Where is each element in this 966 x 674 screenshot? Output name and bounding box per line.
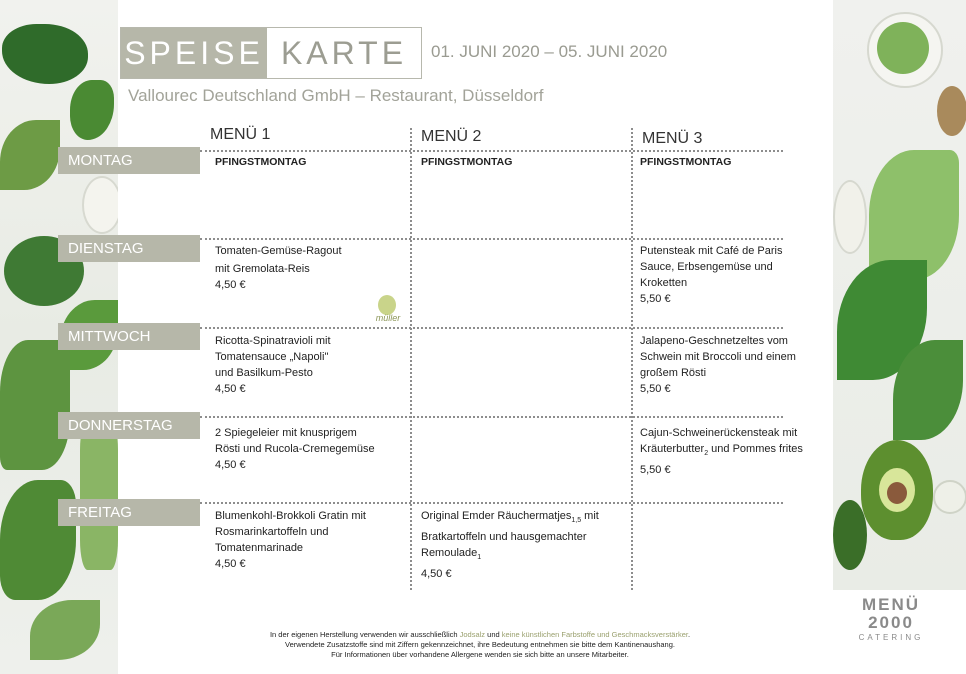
additive-index: 1 xyxy=(477,554,482,562)
cell-dienstag-menu1 xyxy=(215,243,407,293)
footer-text: . xyxy=(687,630,691,639)
dish-text: und Pommes frites xyxy=(708,443,803,455)
watermark-text: müller xyxy=(375,313,401,323)
peas-shape xyxy=(0,480,76,600)
dish-line: Cajun-Schweinerückensteak mit xyxy=(640,427,798,439)
dish-line: Tomatenmarinade xyxy=(215,542,304,554)
restaurant-subtitle: Vallourec Deutschland GmbH – Restaurant, Düsseldorf xyxy=(128,86,544,105)
dish-price: 4,50 € xyxy=(215,558,246,570)
dish-line: Schwein mit Broccoli und einem xyxy=(640,351,796,363)
logo-text: MENÜ xyxy=(861,595,921,614)
dish-line: Tomatensauce „Napoli" xyxy=(215,351,329,363)
menu2000-logo xyxy=(836,596,946,644)
row-divider xyxy=(200,150,783,152)
dish-line xyxy=(421,508,613,529)
dish-price: 4,50 € xyxy=(215,383,246,395)
avocado-seed-shape xyxy=(887,482,907,504)
cell-donnerstag-menu1 xyxy=(215,425,407,473)
dish-line xyxy=(421,545,613,566)
vegetable-decoration-right xyxy=(833,0,966,590)
column-divider xyxy=(631,128,633,590)
peas-shape xyxy=(877,22,929,74)
dish-line: mit Gremolata-Reis xyxy=(215,263,310,275)
pepper-shape xyxy=(2,24,88,84)
cell-donnerstag-menu3 xyxy=(640,425,832,478)
dish-line: Tomaten-Gemüse-Ragout xyxy=(215,245,342,257)
title-speise: SPEISE xyxy=(121,28,267,78)
herb-leaf-shape xyxy=(30,600,100,660)
logo-text: CATERING xyxy=(858,633,924,642)
dish-line: Ricotta-Spinatravioli mit xyxy=(215,335,331,347)
potato-shape xyxy=(937,86,966,136)
footer-line-1 xyxy=(140,630,820,640)
footer-text: In der eigenen Herstellung verwenden wir ausschließlich xyxy=(269,630,460,639)
dish-price: 5,50 € xyxy=(640,293,671,305)
dish-line: Sauce, Erbsengemüse und xyxy=(640,261,773,273)
dish-line: Kroketten xyxy=(640,277,688,289)
row-divider xyxy=(200,327,783,329)
menu-1-header: MENÜ 1 xyxy=(210,126,271,143)
bowl-shape xyxy=(933,480,966,514)
cell-montag-menu1: PFINGSTMONTAG xyxy=(215,156,307,168)
cell-freitag-menu2 xyxy=(421,508,613,582)
dish-text: mit xyxy=(581,510,599,522)
cell-mittwoch-menu1 xyxy=(215,333,407,397)
additive-index: 2 xyxy=(704,450,709,458)
day-donnerstag: DONNERSTAG xyxy=(58,412,200,439)
dish-line: 2 Spiegeleier mit knusprigem xyxy=(215,427,357,439)
dish-line: großem Rösti xyxy=(640,367,707,379)
pepper-shape xyxy=(70,80,114,140)
watermark-icon xyxy=(378,295,396,315)
bowl-shape xyxy=(82,176,118,234)
dish-text: Remoulade xyxy=(421,547,478,560)
dish-line: Bratkartoffeln und hausgemachter xyxy=(421,531,587,544)
menu-3-header: MENÜ 3 xyxy=(642,130,703,147)
dish-price: 5,50 € xyxy=(640,464,671,477)
row-divider xyxy=(200,502,783,504)
avocado-shape xyxy=(833,500,867,570)
cell-freitag-menu1 xyxy=(215,508,407,572)
day-dienstag: DIENSTAG xyxy=(58,235,200,262)
bowl-shape xyxy=(833,180,867,254)
footer-line-3: Für Informationen über vorhandene Allergene wenden sie sich bitte an unsere Mitarbeiter. xyxy=(331,650,629,659)
footer-text: und xyxy=(485,630,502,639)
dish-line: Putensteak mit Café de Paris xyxy=(640,245,783,257)
footer-highlight: keine künstlichen Farbstoffe und Geschmacksverstärker xyxy=(501,630,688,639)
day-mittwoch: MITTWOCH xyxy=(58,323,200,350)
row-divider xyxy=(200,238,783,240)
column-divider xyxy=(410,128,412,590)
footer-line-2: Verwendete Zusatzstoffe sind mit Ziffern gekennzeichnet, ihre Bedeutung entnehmen sie bitte dem Kantinenaushang. xyxy=(285,640,675,649)
dish-line: Rosmarinkartoffeln und xyxy=(215,526,329,538)
footer-highlight: Jodsalz xyxy=(459,630,486,639)
footer-notes xyxy=(140,630,820,660)
dish-line: Blumenkohl-Brokkoli Gratin mit xyxy=(215,510,366,522)
dish-price: 4,50 € xyxy=(215,279,246,291)
herb-leaf-shape xyxy=(0,120,60,190)
dish-text: Original Emder Räuchermatjes xyxy=(421,510,572,522)
day-montag: MONTAG xyxy=(58,147,200,174)
cell-mittwoch-menu3 xyxy=(640,333,832,397)
title-box xyxy=(120,27,422,79)
beans-shape xyxy=(0,340,70,470)
day-freitag: FREITAG xyxy=(58,499,200,526)
dish-line: Jalapeno-Geschnetzeltes vom xyxy=(640,335,788,347)
menu-2-header: MENÜ 2 xyxy=(421,128,482,145)
watermark-logo xyxy=(368,295,404,325)
dish-line: Rösti und Rucola-Cremegemüse xyxy=(215,443,375,455)
additive-index: 1,5 xyxy=(571,517,582,525)
row-divider xyxy=(200,416,783,418)
title-karte: KARTE xyxy=(280,35,408,71)
dish-line xyxy=(640,441,832,462)
dish-text: Kräuterbutter xyxy=(640,443,705,455)
dish-price: 5,50 € xyxy=(640,383,671,395)
dish-price: 4,50 € xyxy=(421,568,452,581)
cell-montag-menu3: PFINGSTMONTAG xyxy=(640,156,732,168)
dish-line: und Basilkum-Pesto xyxy=(215,367,313,379)
leek-shape xyxy=(80,420,118,570)
cell-dienstag-menu3 xyxy=(640,243,832,307)
dish-price: 4,50 € xyxy=(215,459,246,471)
date-range: 01. JUNI 2020 – 05. JUNI 2020 xyxy=(431,42,668,61)
logo-text: 2000 xyxy=(868,613,914,632)
cell-montag-menu2: PFINGSTMONTAG xyxy=(421,156,513,168)
